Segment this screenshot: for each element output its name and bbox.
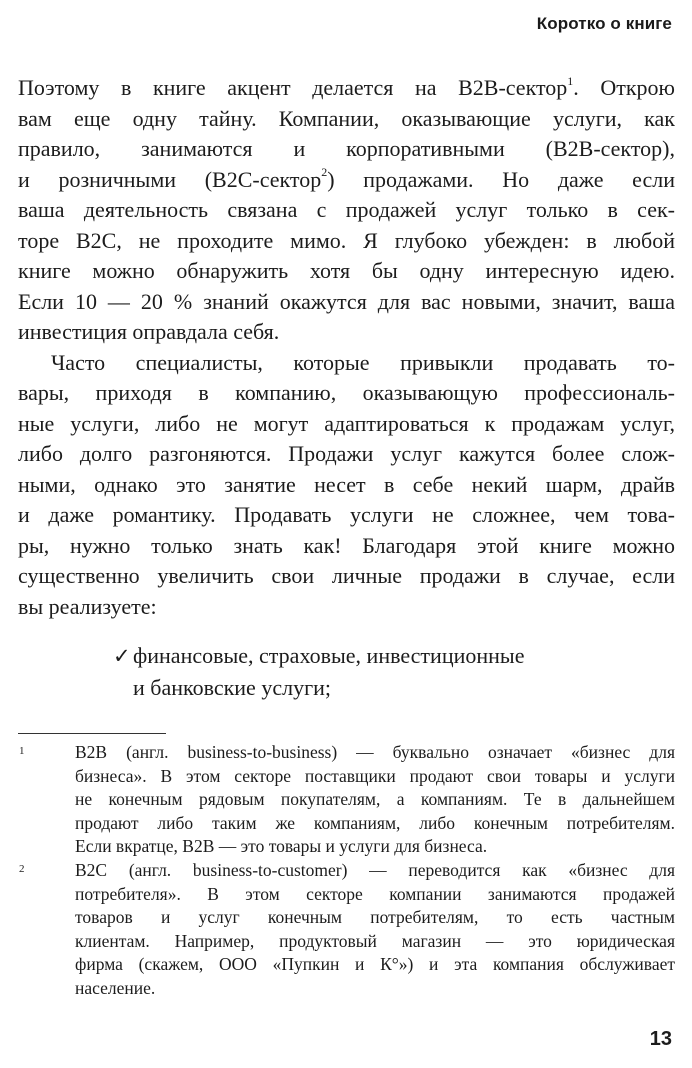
list-item: ✓ финансовые, страховые, инвестиционные и банковские услуги; — [113, 640, 524, 704]
footnote-ref-1: 1 — [567, 73, 574, 88]
footnote-line: B2B (англ. business-to-business) — буквально означает «бизнес для — [75, 742, 675, 762]
text-line: ры, нужно только знать как! Благодаря этой книге можно — [18, 532, 675, 558]
text-line: ваша деятельность связана с продажей услуг только в сек- — [18, 197, 675, 222]
footnote-line: B2C (англ. business-to-customer) — переводится как «бизнес для — [75, 859, 675, 880]
paragraph-1 — [18, 73, 675, 348]
text-line: правило, занимаются и корпоративными (B2B-сектор), — [18, 136, 675, 161]
text-line: Если 10 — 20 % знаний окажутся для вас новыми, значит, ваша — [18, 288, 675, 314]
footnote-number: 2 — [19, 862, 25, 875]
text-line: существенно увеличить свои личные продажи в случае, если — [18, 563, 675, 588]
text-line: и даже романтику. Продавать услуги не сложнее, чем това- — [18, 502, 675, 527]
footnotes — [18, 741, 675, 1001]
running-head: Коротко о книге — [536, 14, 672, 33]
footnote-line: клиентам. Например, продуктовый магазин — это юридическая — [75, 930, 675, 951]
footnote-1 — [18, 741, 675, 859]
text-line: вам еще одну тайну. Компании, оказывающие услуги, как — [18, 105, 675, 131]
text-line: вары, приходя в компанию, оказывающую профессиональ- — [18, 380, 675, 405]
footnote-line: потребителя». В этом секторе компании занимаются продажей — [75, 883, 675, 904]
footnote-number: 1 — [19, 745, 25, 757]
text-line: Часто специалисты, которые привыкли продавать то- — [51, 349, 675, 375]
footnote-line: Если вкратце, B2B — это товары и услуги для бизнеса. — [75, 836, 488, 857]
text-line: либо долго разгоняются. Продажи услуг кажутся более слож- — [18, 441, 675, 466]
footnote-divider — [18, 733, 166, 734]
text-line: торе B2C, не проходите мимо. Я глубоко убежден: в любой — [18, 227, 675, 253]
text-line: книге можно обнаружить хотя бы одну интересную идею. — [18, 258, 675, 283]
footnote-line: население. — [75, 977, 156, 998]
footnote-line: продают либо таким же компаниям, либо конечным потребителям. — [75, 812, 675, 833]
footnote-line: товаров и услуг конечным потребителям, то есть частным — [75, 907, 675, 928]
text-line: инвестиция оправдала себя. — [18, 319, 280, 344]
main-text — [18, 73, 675, 622]
text-line: ные услуги, либо не могут адаптироваться к продажам услуг, — [18, 410, 675, 436]
text-line: и розничными (B2C-сектор$^2$) продажами. Но даже если — [18, 165, 675, 192]
checkmark-icon: ✓ — [113, 644, 131, 668]
bullet-list — [113, 640, 524, 704]
footnote-line: бизнеса». В этом секторе поставщики продают свои товары и услуги — [75, 765, 675, 786]
page-number: 13 — [649, 1028, 672, 1050]
paragraph-2 — [18, 348, 675, 623]
footnote-line: не конечным рядовым покупателям, а компаниям. Те в дальнейшем — [75, 789, 675, 810]
footnote-ref-2: 2 — [321, 165, 328, 180]
footnote-2 — [18, 859, 675, 1001]
text-line: вы реализуете: — [18, 593, 157, 619]
text-line: ными, однако это занятие несет в себе некий шарм, драйв — [18, 471, 675, 497]
text-line: Поэтому в книге акцент делается на B2B-сектор$^1$. Открою — [18, 73, 675, 100]
footnote-line: фирма (скажем, ООО «Пупкин и К°») и эта компания обслуживает — [75, 954, 675, 975]
